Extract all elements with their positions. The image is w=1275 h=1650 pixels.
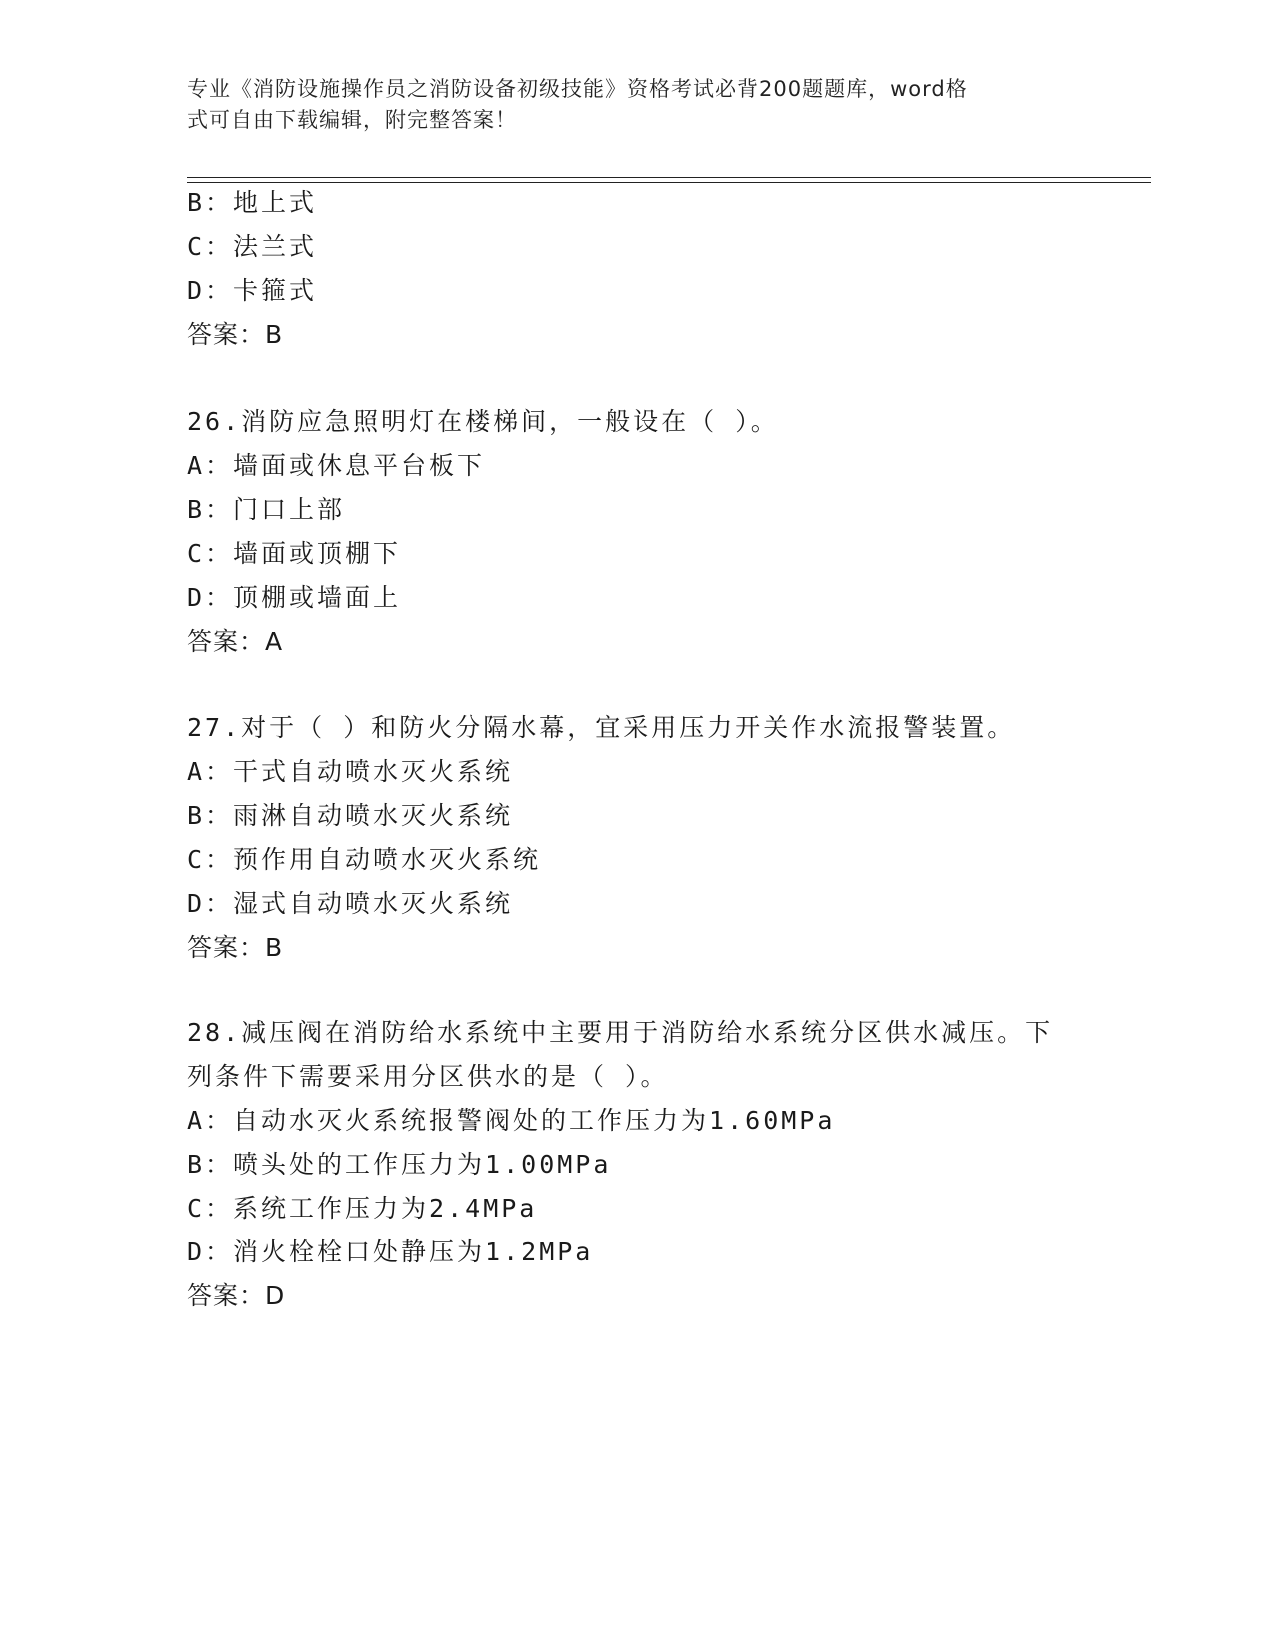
header-line-1: 专业《消防设施操作员之消防设备初级技能》资格考试必背200题题库，word格 [187, 77, 968, 101]
q28-option-d: D：消火栓栓口处静压为1.2MPa [187, 1237, 594, 1266]
q28-option-a: A：自动水灭火系统报警阀处的工作压力为1.60MPa [187, 1106, 836, 1135]
document-header [187, 74, 1067, 136]
q26-option-d: D：顶棚或墙面上 [187, 583, 402, 612]
header-line-2: 式可自由下载编辑，附完整答案！ [187, 108, 517, 132]
q26-answer: 答案：A [187, 627, 284, 656]
q27-stem: 27.对于（ ）和防火分隔水幕，宜采用压力开关作水流报警装置。 [187, 713, 1016, 742]
q26-stem: 26.消防应急照明灯在楼梯间，一般设在（ ）。 [187, 407, 779, 436]
q25-answer: 答案：B [187, 320, 284, 349]
q27-option-c: C：预作用自动喷水灭火系统 [187, 845, 542, 874]
header-divider-top [187, 177, 1151, 178]
header-divider-bottom [187, 182, 1151, 183]
q26-option-a: A：墙面或休息平台板下 [187, 451, 486, 480]
q28-option-c: C：系统工作压力为2.4MPa [187, 1194, 538, 1223]
q28-option-b: B：喷头处的工作压力为1.00MPa [187, 1150, 612, 1179]
q26-option-b: B：门口上部 [187, 495, 346, 524]
q25-option-b: B：地上式 [187, 188, 318, 217]
q25-option-d: D：卡箍式 [187, 276, 318, 305]
q27-answer: 答案：B [187, 933, 284, 962]
q27-option-d: D：湿式自动喷水灭火系统 [187, 889, 514, 918]
q27-option-b: B：雨淋自动喷水灭火系统 [187, 801, 514, 830]
q28-stem-line-1: 28.减压阀在消防给水系统中主要用于消防给水系统分区供水减压。下 [187, 1018, 1054, 1047]
q28-answer: 答案：D [187, 1281, 286, 1310]
q25-option-c: C：法兰式 [187, 232, 318, 261]
q27-option-a: A：干式自动喷水灭火系统 [187, 757, 514, 786]
q26-option-c: C：墙面或顶棚下 [187, 539, 402, 568]
q28-stem-line-2: 列条件下需要采用分区供水的是（ ）。 [187, 1062, 669, 1091]
